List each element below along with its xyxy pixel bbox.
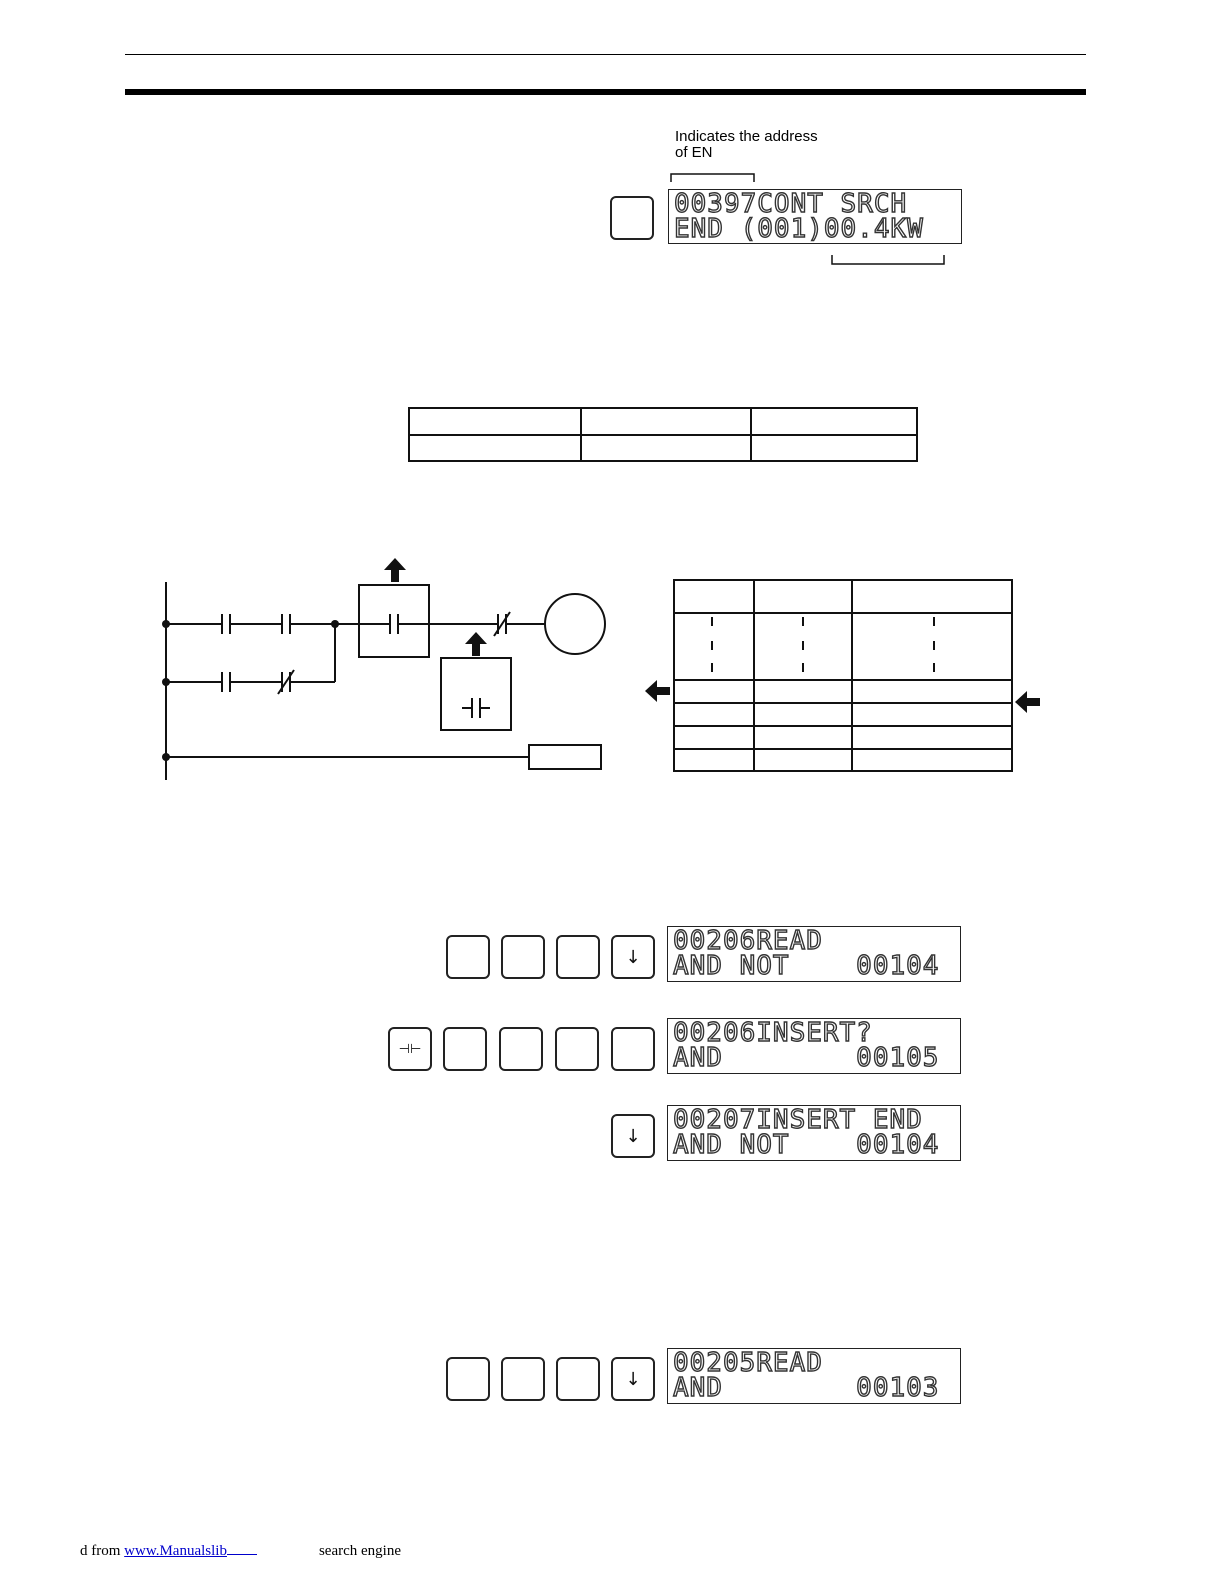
lcd-display-read-and <box>667 1348 961 1404</box>
address-brackets <box>0 0 1224 300</box>
footer-suffix: search engine <box>318 1543 401 1559</box>
lcd-line-1: 00397CONT SRCH <box>674 189 908 219</box>
lcd-line-1: 00206READ <box>673 926 823 956</box>
blank-key[interactable] <box>610 196 654 240</box>
footer-prefix: d from <box>80 1543 125 1559</box>
footer <box>80 1543 401 1560</box>
lcd-line-2: END (001)00.4KW <box>674 214 924 244</box>
lcd-display-search <box>668 189 962 244</box>
table-markers <box>640 600 1060 720</box>
lcd-display-insert-end <box>667 1105 961 1161</box>
lcd-line-2: AND NOT 00104 <box>673 1130 940 1160</box>
blank-key[interactable] <box>443 1027 487 1071</box>
blank-key[interactable] <box>556 1357 600 1401</box>
down-arrow-key[interactable]: ↓ <box>611 1357 655 1401</box>
blank-key[interactable] <box>501 1357 545 1401</box>
blank-key[interactable] <box>501 935 545 979</box>
lcd-display-insert-prompt <box>667 1018 961 1074</box>
annotation-line-2: of EN <box>675 144 713 161</box>
blank-key[interactable] <box>499 1027 543 1071</box>
lcd-display-read-and-not <box>667 926 961 982</box>
lcd-line-2: AND 00103 <box>673 1373 940 1403</box>
blank-key[interactable] <box>556 935 600 979</box>
blank-key[interactable] <box>446 935 490 979</box>
annotation-line-1: Indicates the address <box>675 128 818 145</box>
lcd-line-2: AND 00105 <box>673 1043 940 1073</box>
lcd-line-1: 00207INSERT END <box>673 1105 923 1135</box>
manualslib-link[interactable]: www.Manualslib <box>124 1543 227 1559</box>
and-contact-key[interactable]: ⊣⊢ <box>388 1027 432 1071</box>
ladder-diagram <box>140 550 640 790</box>
empty-table-top <box>408 407 918 462</box>
blank-key[interactable] <box>611 1027 655 1071</box>
blank-key[interactable] <box>446 1357 490 1401</box>
down-arrow-key[interactable]: ↓ <box>611 1114 655 1158</box>
down-arrow-key[interactable]: ↓ <box>611 935 655 979</box>
lcd-line-2: AND NOT 00104 <box>673 951 940 981</box>
blank-key[interactable] <box>555 1027 599 1071</box>
lcd-line-1: 00205READ <box>673 1348 823 1378</box>
lcd-line-1: 00206INSERT? <box>673 1018 873 1048</box>
